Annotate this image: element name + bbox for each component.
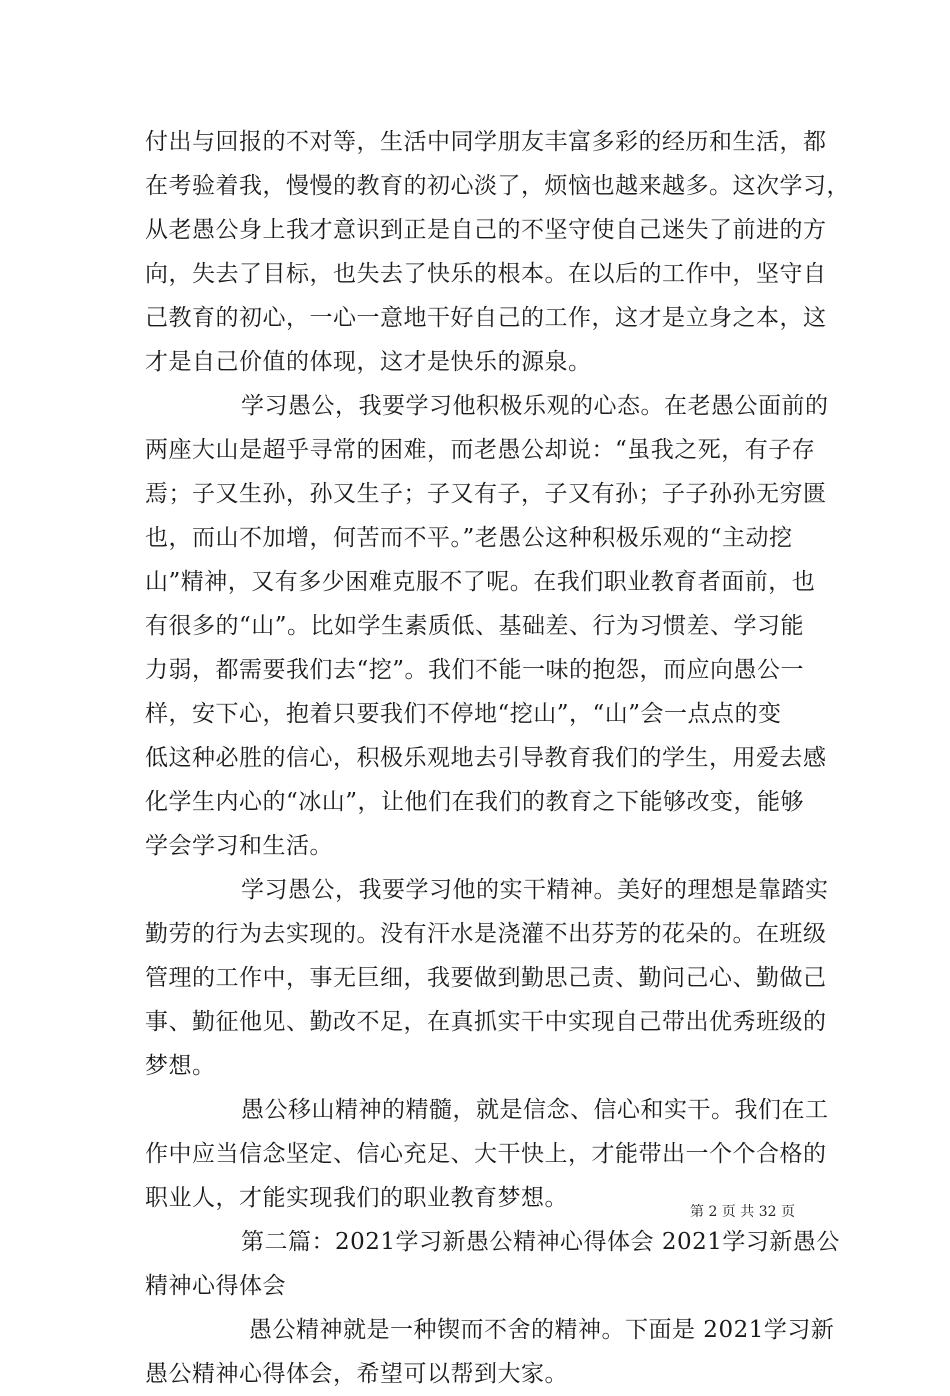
paragraph-line: 样，安下心，抱着只要我们不停地“挖山”，“山”会一点点的变: [145, 701, 782, 727]
paragraph-line: 愚公移山精神的精髓，就是信念、信心和实干。我们在工: [241, 1097, 829, 1123]
paragraph-line: 有很多的“山”。比如学生素质低、基础差、行为习惯差、学习能: [145, 613, 805, 639]
paragraph-line: 勤劳的行为去实现的。没有汗水是浇灌不出芬芳的花朵的。在班级: [145, 921, 827, 947]
paragraph-line: 学习愚公，我要学习他的实干精神。美好的理想是靠踏实: [241, 877, 829, 903]
paragraph-line: 梦想。: [145, 1053, 216, 1079]
paragraph-line: 管理的工作中，事无巨细，我要做到勤思己责、勤问己心、勤做己: [145, 965, 827, 991]
paragraph-line: 低这种必胜的信心，积极乐观地去引导教育我们的学生，用爱去感: [145, 745, 827, 771]
paragraph-line: 职业人，才能实现我们的职业教育梦想。: [145, 1185, 568, 1211]
paragraph-line: 事、勤征他见、勤改不足，在真抓实干中实现自己带出优秀班级的: [145, 1009, 827, 1035]
section-heading: 第二篇：2021学习新愚公精神心得体会 2021学习新愚公: [241, 1229, 840, 1255]
page-number-footer: 第 2 页 共 32 页: [690, 1204, 795, 1220]
paragraph-line: 两座大山是超乎寻常的困难，而老愚公却说：“虽我之死，有子存: [145, 437, 816, 463]
paragraph-line: 从老愚公身上我才意识到正是自己的不坚守使自己迷失了前进的方: [145, 217, 827, 243]
paragraph-line: 向，失去了目标，也失去了快乐的根本。在以后的工作中，坚守自: [145, 261, 827, 287]
paragraph-line: 才是自己价值的体现，这才是快乐的源泉。: [145, 349, 592, 375]
paragraph-line: 山”精神，又有多少困难克服不了呢。在我们职业教育者面前，也: [145, 569, 816, 595]
paragraph-line: 化学生内心的“冰山”，让他们在我们的教育之下能够改变，能够: [145, 789, 805, 815]
paragraph-line: 作中应当信念坚定、信心充足、大干快上，才能带出一个个合格的: [145, 1141, 827, 1167]
paragraph-line: 愚公精神就是一种锲而不舍的精神。下面是 2021学习新: [249, 1317, 835, 1343]
paragraph-line: 也，而山不加增，何苦而不平。”老愚公这种积极乐观的“主动挖: [145, 525, 793, 551]
paragraph-line: 焉；子又生孙，孙又生子；子又有子，子又有孙；子子孙孙无穷匮: [145, 481, 827, 507]
paragraph-line: 学会学习和生活。: [145, 833, 333, 859]
paragraph-line: 学习愚公，我要学习他积极乐观的心态。在老愚公面前的: [241, 393, 829, 419]
paragraph-line: 愚公精神心得体会，希望可以帮到大家。: [145, 1361, 568, 1387]
paragraph-line: 在考验着我，慢慢的教育的初心淡了，烦恼也越来越多。这次学习，: [145, 173, 850, 199]
section-heading-continued: 精神心得体会: [145, 1273, 286, 1299]
paragraph-line: 付出与回报的不对等，生活中同学朋友丰富多彩的经历和生活，都: [145, 129, 827, 155]
paragraph-line: 己教育的初心，一心一意地干好自己的工作，这才是立身之本，这: [145, 305, 827, 331]
paragraph-line: 力弱，都需要我们去“挖”。我们不能一味的抱怨，而应向愚公一: [145, 657, 805, 683]
